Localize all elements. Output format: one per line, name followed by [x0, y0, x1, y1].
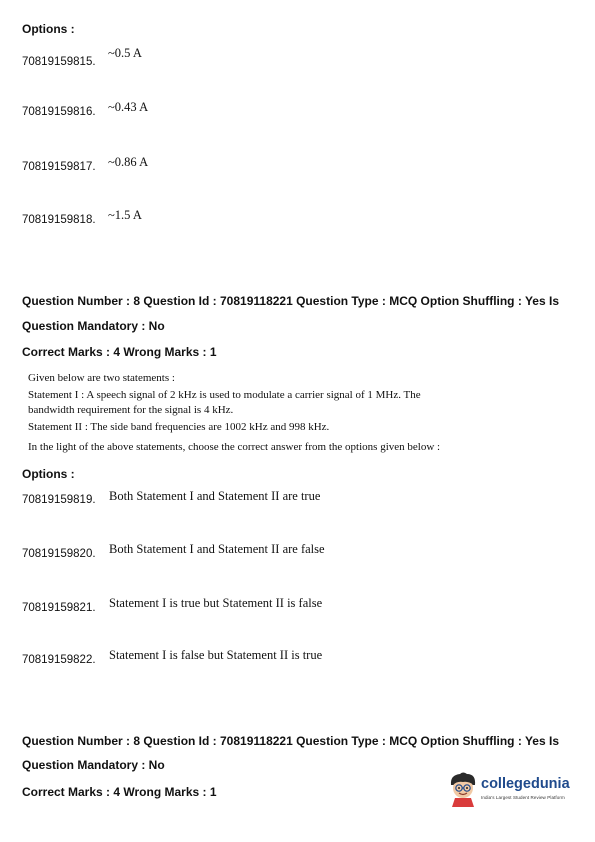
statement-line: In the light of the above statements, choose the correct answer from the options given below : [28, 441, 441, 453]
question-mandatory: Question Mandatory : No [22, 319, 165, 333]
option-text: Statement I is false but Statement II is true [109, 648, 323, 662]
option-text: ~1.5 A [108, 208, 142, 222]
question-header: Question Number : 8 Question Id : 70819118221 Question Type : MCQ Option Shuffling : Yes Is [22, 294, 559, 308]
option-text: Both Statement I and Statement II are false [109, 542, 325, 556]
option-id: 70819159822. [22, 654, 96, 666]
option-id: 70819159817. [22, 161, 96, 173]
statement-line: Given below are two statements : [28, 372, 175, 384]
question-header: Question Number : 8 Question Id : 70819118221 Question Type : MCQ Option Shuffling : Yes Is [22, 734, 559, 748]
option-text: Statement I is true but Statement II is false [109, 596, 323, 610]
mascot-icon [446, 771, 480, 807]
option-id: 70819159819. [22, 494, 96, 506]
question-marks: Correct Marks : 4 Wrong Marks : 1 [22, 785, 217, 799]
statement-line: bandwidth requirement for the signal is 4 kHz. [28, 404, 234, 416]
statement-line: Statement I : A speech signal of 2 kHz is used to modulate a carrier signal of 1 MHz. The [28, 389, 421, 401]
option-text: ~0.43 A [108, 100, 149, 114]
option-text: ~0.86 A [108, 155, 149, 169]
logo-name: collegedunia [481, 776, 570, 792]
statement-line: Statement II : The side band frequencies are 1002 kHz and 998 kHz. [28, 421, 330, 433]
option-id: 70819159816. [22, 106, 96, 118]
option-text: ~0.5 A [108, 46, 142, 60]
logo-tagline: India's Largest Student Review Platform [481, 795, 565, 800]
options-label: Options : [22, 467, 75, 481]
question-mandatory: Question Mandatory : No [22, 758, 165, 772]
option-id: 70819159818. [22, 214, 96, 226]
option-text: Both Statement I and Statement II are true [109, 489, 321, 503]
option-id: 70819159815. [22, 56, 96, 68]
options-label: Options : [22, 22, 75, 36]
collegedunia-logo [446, 771, 576, 811]
option-id: 70819159820. [22, 548, 96, 560]
option-id: 70819159821. [22, 602, 96, 614]
question-marks: Correct Marks : 4 Wrong Marks : 1 [22, 345, 217, 359]
